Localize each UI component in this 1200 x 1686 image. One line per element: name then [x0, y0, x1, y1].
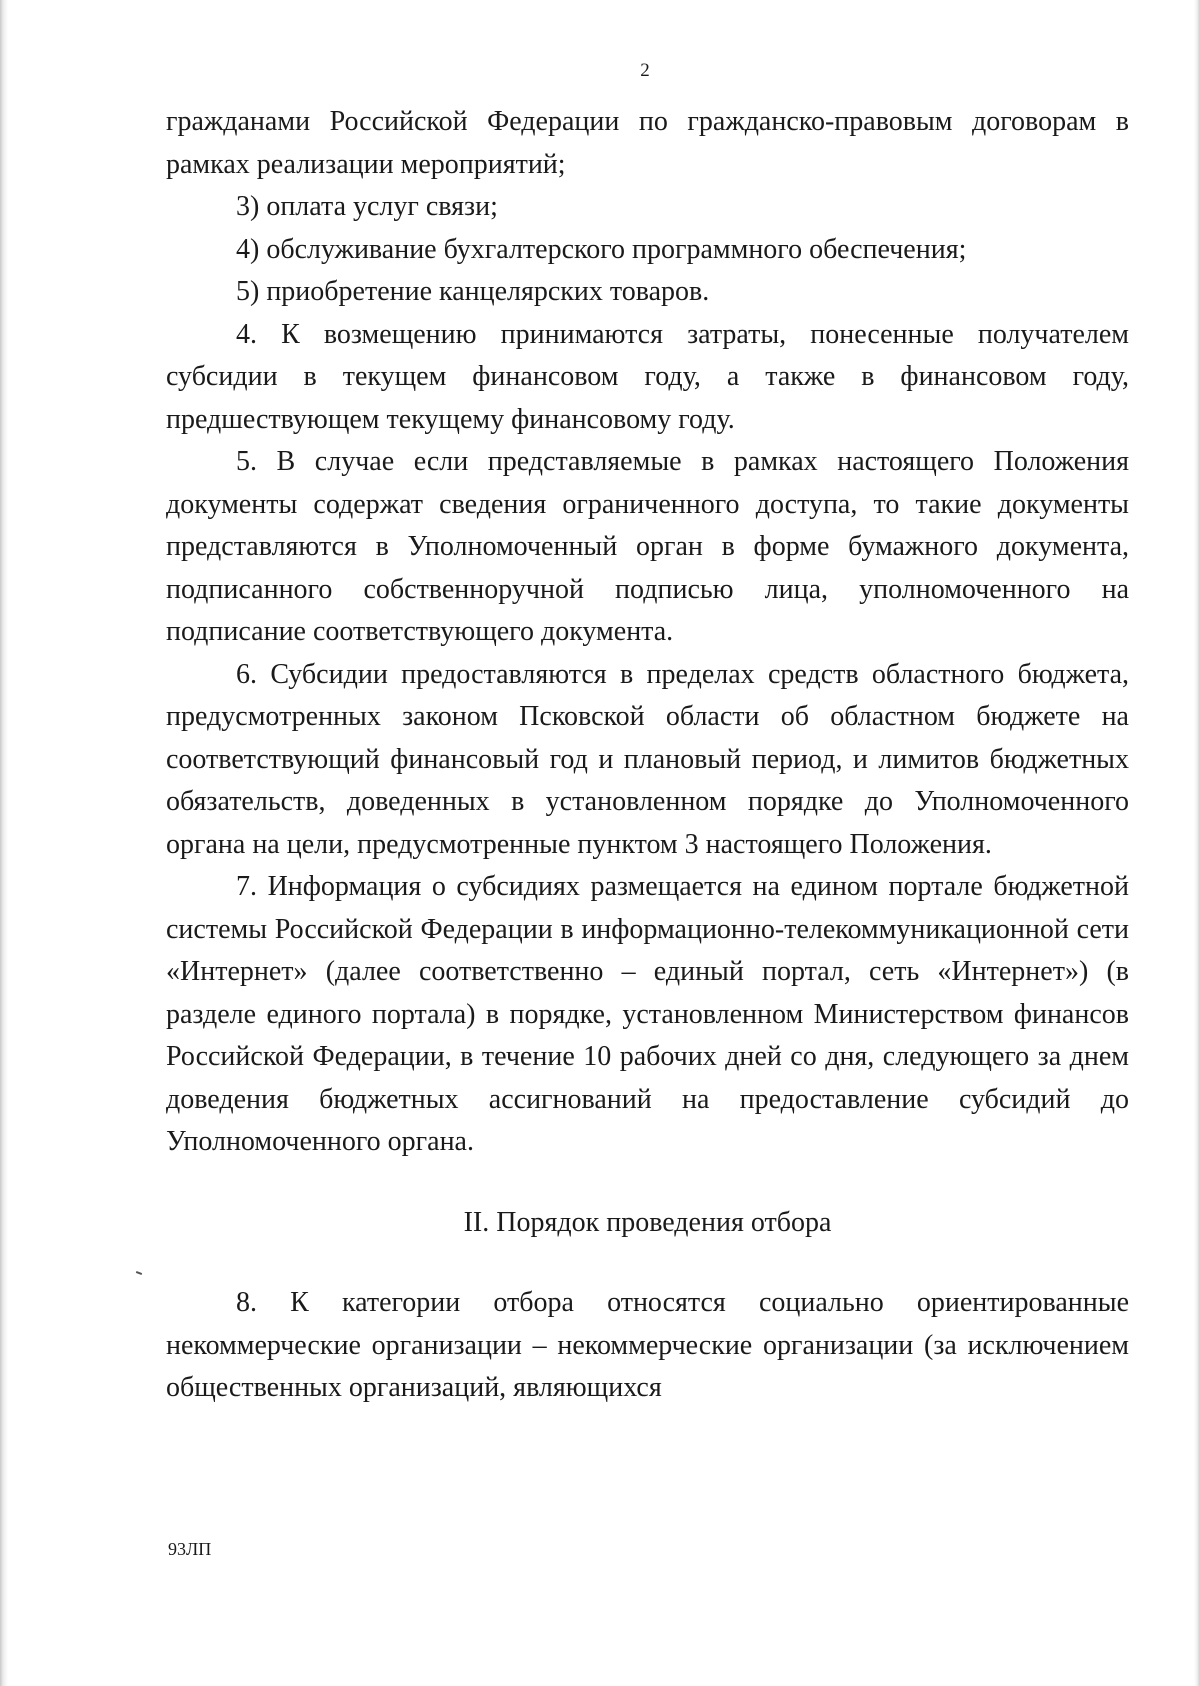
spacer	[166, 1244, 1129, 1282]
clause-4: 4. К возмещению принимаются затраты, понесенные получателем субсидии в текущем финансовом году, а также в финансовом году, предшествующем текущему финансовому году.	[166, 318, 1129, 435]
section-heading: II. Порядок проведения отбора	[463, 1206, 832, 1238]
scan-edge-left	[0, 0, 8, 1686]
paragraph-continuation: гражданами Российской Федерации по гражданско-правовым договорам в рамках реализации мероприятий;	[166, 106, 1129, 180]
list-item-3: 3) оплата услуг связи;	[236, 191, 498, 222]
scan-edge-right	[1194, 0, 1200, 1686]
clause-5: 5. В случае если представляемые в рамках настоящего Положения документы содержат сведения ограниченного доступа, то такие документы представляются в Уполномоченный орган в форме бумажного документа, подписанного собственноручной подписью лица, уполномоченного на подписание соответствующего документа.	[166, 446, 1129, 647]
scan-mark	[136, 1271, 142, 1275]
clause-7: 7. Информация о субсидиях размещается на едином портале бюджетной системы Российской Федерации в информационно-телекоммуникационной сети «Интернет» (далее соответственно – единый портал, сеть «Интернет») (в разделе единого портала) в порядке, установленном Министерством финансов Российской Федерации, в течение 10 рабочих дней со дня, следующего за днем доведения бюджетных ассигнований на предоставление субсидий до Уполномоченного органа.	[166, 871, 1129, 1157]
document-body	[166, 101, 1129, 1410]
list-item-4: 4) обслуживание бухгалтерского программного обеспечения;	[236, 233, 967, 265]
list-item-5: 5) приобретение канцелярских товаров.	[236, 276, 710, 307]
clause-8: 8. К категории отбора относятся социально ориентированные некоммерческие организации – некоммерческие организации (за исключением общественных организаций, являющихся	[166, 1287, 1129, 1403]
page-number: 2	[640, 60, 650, 81]
document-code: 93ЛП	[168, 1539, 212, 1559]
clause-6: 6. Субсидии предоставляются в пределах средств областного бюджета, предусмотренных законом Псковской области об областном бюджете на соответствующий финансовый год и плановый период, и лимитов бюджетных обязательств, доведенных в установленном порядке до Уполномоченного органа на цели, предусмотренные пунктом 3 настоящего Положения.	[166, 658, 1129, 860]
spacer	[166, 1164, 1129, 1202]
